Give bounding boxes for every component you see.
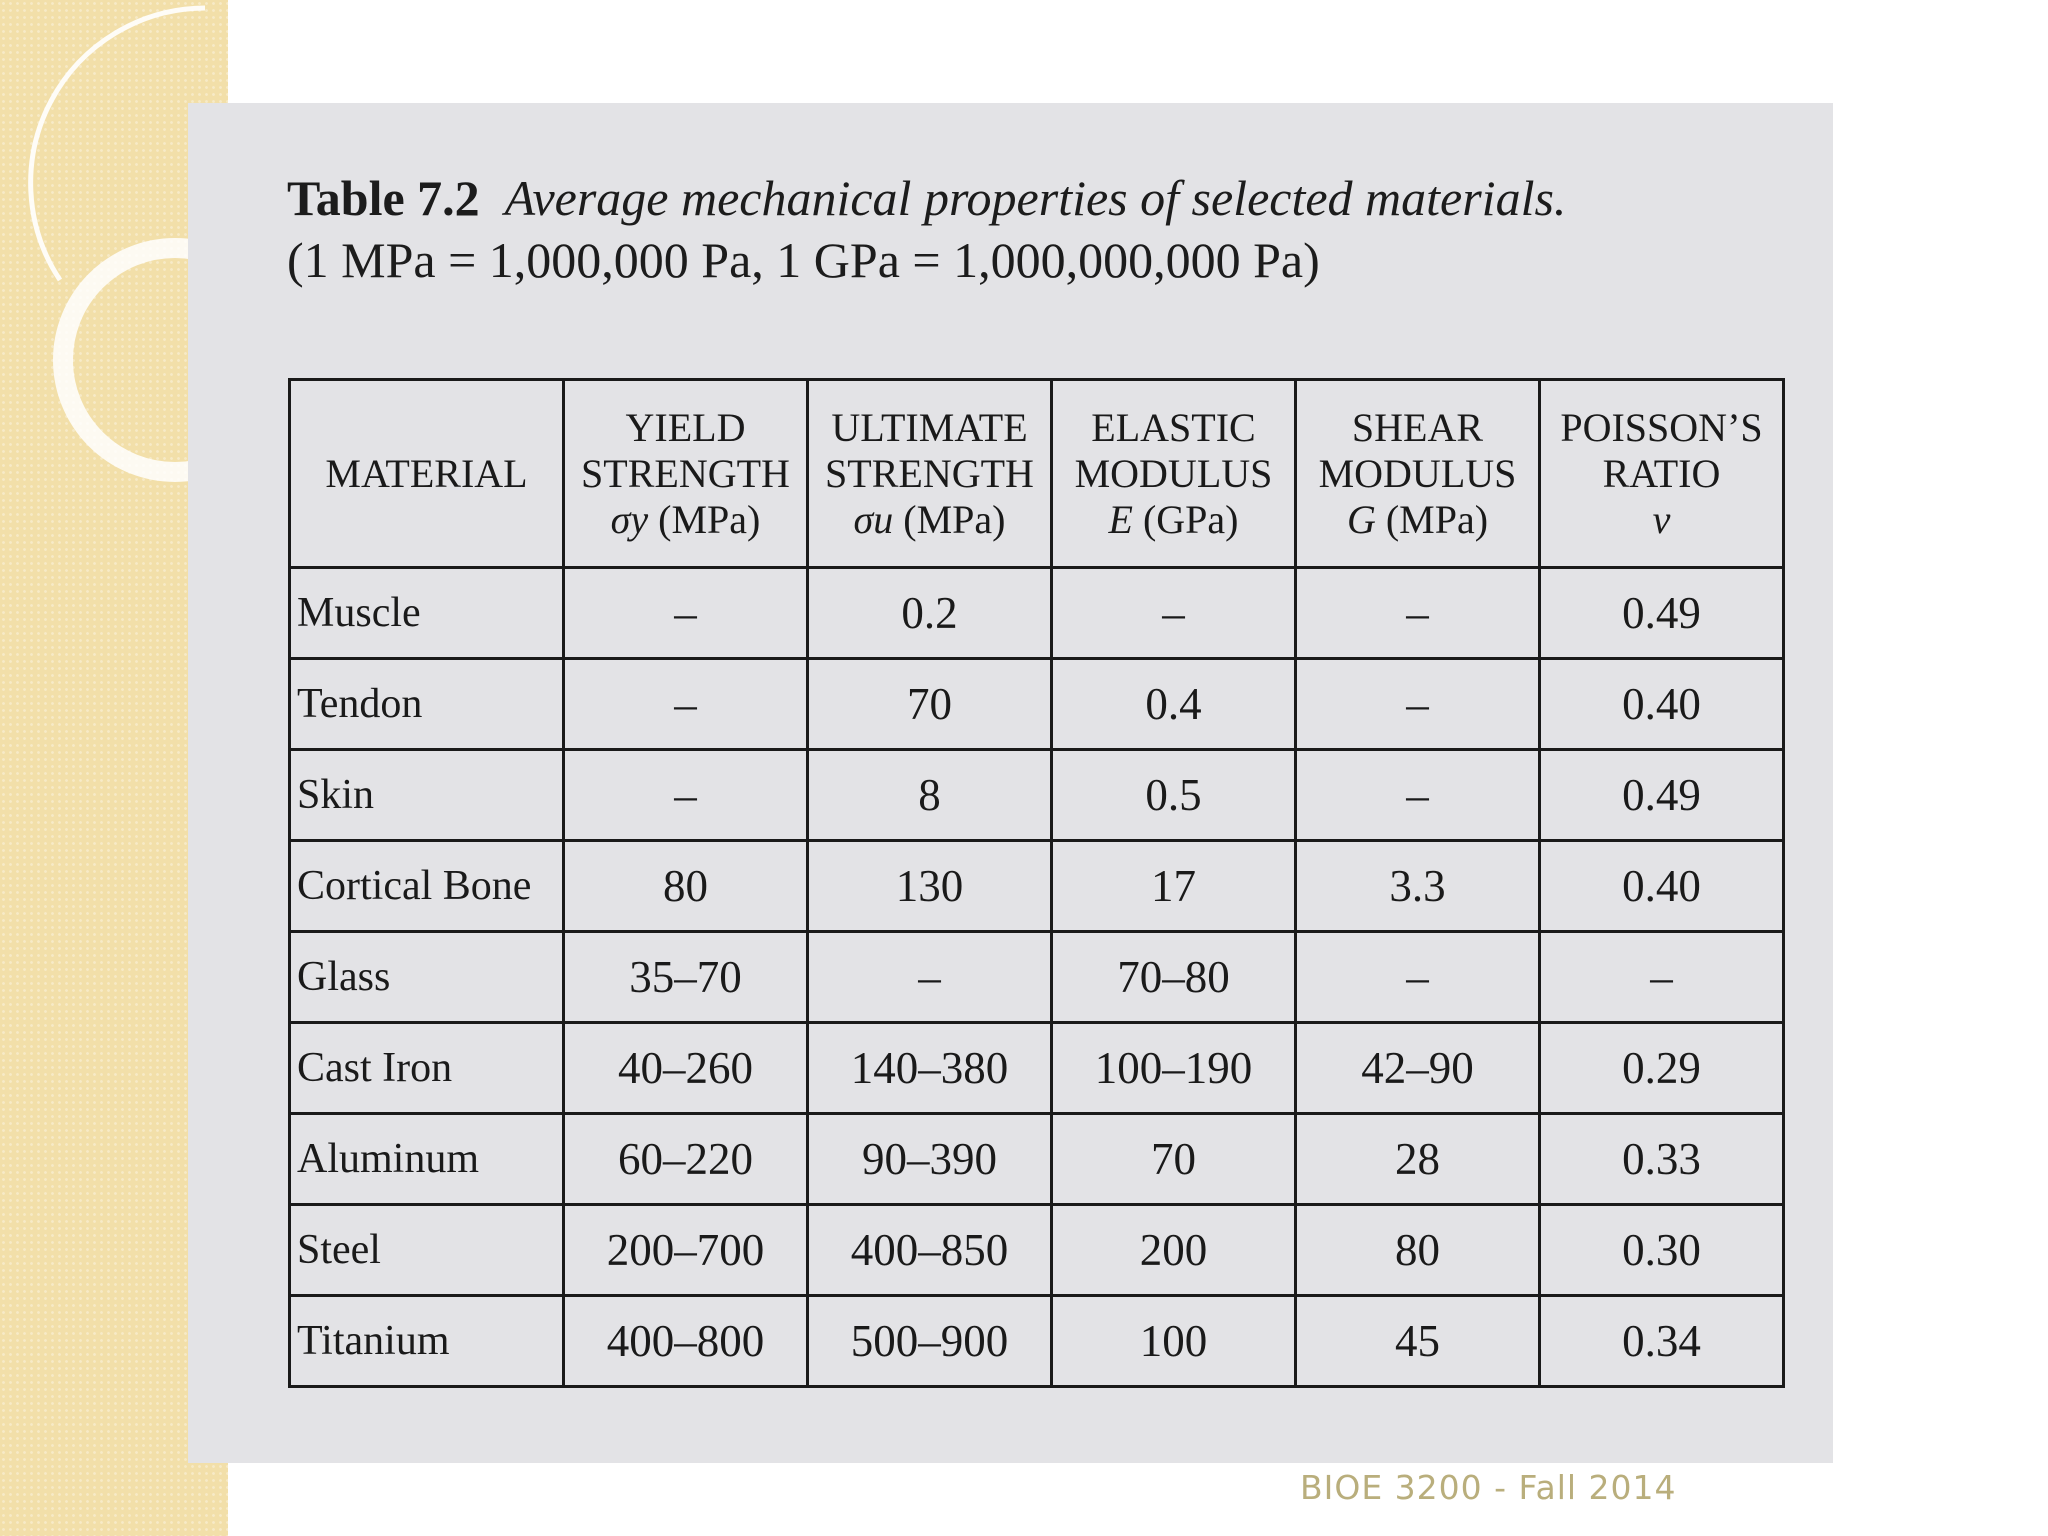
material-name-cell: Aluminum (290, 1114, 564, 1205)
header-symbol-glyph: σy (610, 496, 649, 542)
material-name-cell: Steel (290, 1205, 564, 1296)
value-cell: – (1052, 568, 1296, 659)
material-name-cell: Tendon (290, 659, 564, 750)
value-cell: 70 (1052, 1114, 1296, 1205)
column-header-line: ELASTIC (1091, 404, 1256, 450)
value-cell: 35–70 (564, 932, 808, 1023)
header-row (290, 380, 1784, 568)
column-header-line: POISSON’S (1560, 404, 1763, 450)
header-symbol-glyph: ν (1652, 496, 1671, 542)
value-cell: 0.33 (1540, 1114, 1784, 1205)
header-unit: (MPa) (648, 496, 761, 542)
value-cell: 70 (808, 659, 1052, 750)
table-row (290, 1205, 1784, 1296)
caption-units-note: (1 MPa = 1,000,000 Pa, 1 GPa = 1,000,000,000 Pa) (287, 232, 1320, 288)
value-cell: 80 (1296, 1205, 1540, 1296)
value-cell: 0.34 (1540, 1296, 1784, 1387)
value-cell: – (564, 750, 808, 841)
value-cell: 3.3 (1296, 841, 1540, 932)
value-cell: 0.40 (1540, 841, 1784, 932)
material-name-cell: Cortical Bone (290, 841, 564, 932)
value-cell: – (808, 932, 1052, 1023)
value-cell: – (1296, 568, 1540, 659)
header-unit: (MPa) (1375, 496, 1489, 542)
table-row (290, 659, 1784, 750)
column-header-line: MODULUS (1318, 450, 1517, 496)
material-name-cell: Titanium (290, 1296, 564, 1387)
value-cell: – (1296, 750, 1540, 841)
value-cell: 17 (1052, 841, 1296, 932)
value-cell: 130 (808, 841, 1052, 932)
header-symbol-glyph: E (1108, 496, 1133, 542)
value-cell: 80 (564, 841, 808, 932)
table-row (290, 932, 1784, 1023)
table-row (290, 750, 1784, 841)
value-cell: 200–700 (564, 1205, 808, 1296)
column-header (290, 380, 564, 568)
column-header-line: STRENGTH (825, 450, 1034, 496)
table-row (290, 1023, 1784, 1114)
column-header (808, 380, 1052, 568)
value-cell: 40–260 (564, 1023, 808, 1114)
column-header-line: MODULUS (1074, 450, 1273, 496)
value-cell: – (564, 659, 808, 750)
value-cell: 45 (1296, 1296, 1540, 1387)
table-row (290, 568, 1784, 659)
value-cell: 0.49 (1540, 568, 1784, 659)
value-cell: 42–90 (1296, 1023, 1540, 1114)
column-header (1052, 380, 1296, 568)
value-cell: 70–80 (1052, 932, 1296, 1023)
value-cell: 100 (1052, 1296, 1296, 1387)
value-cell: – (1296, 932, 1540, 1023)
value-cell: 0.49 (1540, 750, 1784, 841)
column-header-line: YIELD (625, 404, 746, 450)
column-header-symbol (1541, 497, 1782, 543)
column-header-line: SHEAR (1351, 404, 1484, 450)
column-header-line: STRENGTH (581, 450, 790, 496)
header-symbol-glyph: σu (853, 496, 894, 542)
column-header-line: MATERIAL (325, 450, 528, 496)
material-name-cell: Cast Iron (290, 1023, 564, 1114)
value-cell: 0.4 (1052, 659, 1296, 750)
table-row (290, 841, 1784, 932)
value-cell: 400–800 (564, 1296, 808, 1387)
caption-description: Average mechanical properties of selected materials. (504, 170, 1567, 226)
column-header-symbol (1297, 497, 1538, 543)
value-cell: 60–220 (564, 1114, 808, 1205)
value-cell: 0.30 (1540, 1205, 1784, 1296)
table-caption (287, 167, 1787, 291)
value-cell: 90–390 (808, 1114, 1052, 1205)
header-unit: (GPa) (1132, 496, 1239, 542)
column-header-symbol (1053, 497, 1294, 543)
value-cell: – (1296, 659, 1540, 750)
table-row (290, 1296, 1784, 1387)
mechanical-properties-table (288, 378, 1785, 1388)
value-cell: 0.2 (808, 568, 1052, 659)
value-cell: 8 (808, 750, 1052, 841)
footer-course-label: BIOE 3200 - Fall 2014 (1300, 1468, 1677, 1507)
column-header-line: ULTIMATE (831, 404, 1028, 450)
table-row (290, 1114, 1784, 1205)
column-header-symbol (809, 497, 1050, 543)
header-symbol-glyph: G (1346, 496, 1376, 542)
value-cell: 140–380 (808, 1023, 1052, 1114)
value-cell: – (1540, 932, 1784, 1023)
value-cell: 200 (1052, 1205, 1296, 1296)
value-cell: 100–190 (1052, 1023, 1296, 1114)
value-cell: 0.29 (1540, 1023, 1784, 1114)
value-cell: 400–850 (808, 1205, 1052, 1296)
column-header-symbol (565, 497, 806, 543)
table-image (188, 103, 1833, 1463)
material-name-cell: Glass (290, 932, 564, 1023)
value-cell: 500–900 (808, 1296, 1052, 1387)
column-header (1540, 380, 1784, 568)
material-name-cell: Muscle (290, 568, 564, 659)
value-cell: 0.5 (1052, 750, 1296, 841)
value-cell: 28 (1296, 1114, 1540, 1205)
column-header (1296, 380, 1540, 568)
value-cell: 0.40 (1540, 659, 1784, 750)
caption-label: Table 7.2 (287, 170, 480, 226)
column-header (564, 380, 808, 568)
header-unit: (MPa) (893, 496, 1006, 542)
value-cell: – (564, 568, 808, 659)
material-name-cell: Skin (290, 750, 564, 841)
column-header-line: RATIO (1602, 450, 1721, 496)
